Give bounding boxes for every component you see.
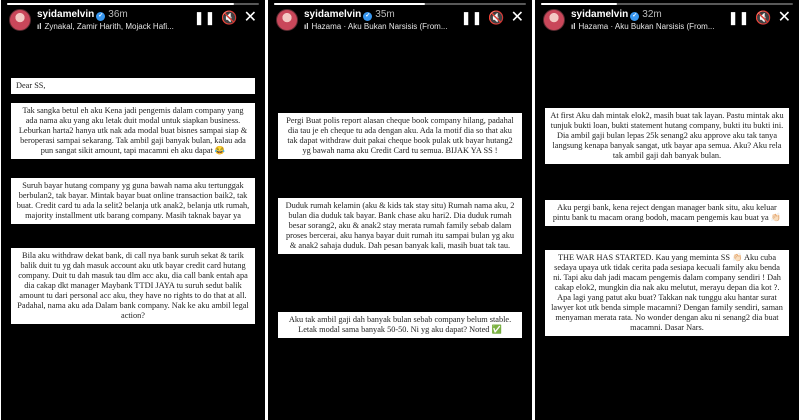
story-text-card: Aku tak ambil gaji dah banyak bulan sebab company belum stable. Letak modal sama banyak 50-50. Ni yg aku dapat? Noted ✅ <box>278 312 522 338</box>
story-text-card: Aku pergi bank, kena reject dengan manager bank situ, aku keluar pintu bank tu macam orang bodoh, macam pengemis kau buat ya 👏🏻 <box>545 200 789 226</box>
story-panel-3[interactable] <box>535 0 799 420</box>
pause-icon[interactable]: ❚❚ <box>727 10 750 25</box>
close-icon[interactable]: ✕ <box>243 9 257 26</box>
story-progress-bar <box>541 3 793 5</box>
story-header <box>543 9 791 35</box>
verified-badge-icon: ✓ <box>365 13 371 19</box>
story-text-card: Tak sangka betul eh aku Kena jadi pengemis dalam company yang ada nama aku yang aku letak duit modal untuk siapkan business. Leburkan harta2 hanya utk nak ada modal buat bisnes sampai siap & beroperasi sampai sekarang. Tak ambil gaji banyak bulan, kalau ada pun sangat sikit amount, tapi macamni eh aku dapat 😂 <box>11 103 255 159</box>
username[interactable] <box>37 9 128 21</box>
mute-icon[interactable]: 🔇 <box>221 10 238 25</box>
music-note-icon: ıl <box>304 22 309 31</box>
story-panel-1[interactable] <box>1 0 265 420</box>
story-progress-bar <box>7 3 259 5</box>
story-controls <box>455 11 524 29</box>
music-label: Hazama · Aku Bukan Narsisis (From... <box>578 22 715 31</box>
story-text-card: Pergi Buat polis report alasan cheque book company hilang, padahal dia tau je eh cheque tu ada dengan aku. Ada la motif dia so that aku tak dapat withdraw duit pakai cheque book pulak utk bayar hutang2 yg bawah nama aku Credit Card tu semua. BIJAK YA SS ! <box>278 113 522 159</box>
story-header <box>276 9 524 35</box>
pause-icon[interactable]: ❚❚ <box>460 10 483 25</box>
post-time: 36m <box>108 9 128 20</box>
pause-icon[interactable]: ❚❚ <box>193 10 216 25</box>
mute-icon[interactable]: 🔇 <box>488 10 505 25</box>
story-text-card: At first Aku dah mintak elok2, masih buat tak layan. Pastu mintak aku tunjuk bukti loan, bukti statement hutang company, bukti itu bukti ini. Dia ambil gaji bulan lepas 25k senang2 aku approve aku tak tanya langsung kenapa banyak sangat, utk bayar apa semua. Aku? Aku rela tak ambil gaji dah banyak bulan. <box>545 108 789 164</box>
story-text-card: Dear SS, <box>11 78 255 94</box>
story-progress-fill <box>541 3 617 5</box>
avatar[interactable] <box>543 9 565 31</box>
story-panel-2[interactable] <box>268 0 532 420</box>
avatar[interactable] <box>9 9 31 31</box>
story-text-card: Suruh bayar hutang company yg guna bawah nama aku tertunggak berbulan2, tak bayar. Mintak bayar buat online transaction baik2, tak buat. Credit card tu ada la selit2 belanja utk anak2, belanja utk rumah, majority installment utk barang company. Masih taknak bayar ya <box>11 178 255 224</box>
verified-badge-icon: ✓ <box>98 13 104 19</box>
story-controls <box>722 11 791 29</box>
username-text[interactable]: syidamelvin <box>571 9 629 20</box>
music-label: Zynakal, Zamir Harith, Mojack Hafi... <box>44 22 174 31</box>
music-note-icon: ıl <box>37 22 42 31</box>
post-time: 35m <box>375 9 395 20</box>
username-text[interactable]: syidamelvin <box>37 9 95 20</box>
story-text-card: Bila aku withdraw dekat bank, di call nya bank suruh sekat & tarik balik duit tu yg dah masuk account aku utk bayar credit card hutang company. Duit tu dah masuk tau dlm acc aku, dia call bank entah apa dia cakap dkt manager Maybank TTDI JAYA tu suruh sedut balik amount tu dari personal acc aku, they have no rights to do that at all. Padahal, nama aku ada Dalam bank company. Nak ke aku ambil legal action? <box>11 248 255 324</box>
mute-icon[interactable]: 🔇 <box>755 10 772 25</box>
username-text[interactable]: syidamelvin <box>304 9 362 20</box>
music-note-icon: ıl <box>571 22 576 31</box>
story-progress-fill <box>274 3 425 5</box>
story-progress-fill <box>7 3 234 5</box>
music-label: Hazama · Aku Bukan Narsisis (From... <box>311 22 448 31</box>
close-icon[interactable]: ✕ <box>510 9 524 26</box>
verified-badge-icon: ✓ <box>632 13 638 19</box>
username[interactable] <box>304 9 395 21</box>
story-text-card: THE WAR HAS STARTED. Kau yang meminta SS 👏🏻 Aku cuba sedaya upaya utk tidak cerita pada sesiapa kecuali family aku benda ni. Tapi aku dah jadi macam pengemis dalam company sendiri ! Dah cakap elok2, mungkin dia nak aku melutut, merayu depan dia kot ?. Apa lagi yang patut aku buat? Takkan nak tunggu aku hantar surat lawyer kot utk benda simple macamni? Dengan family sendiri, saman menyaman merata rata. No wonder dengan aku ni senang2 dia buat macamni. Dasar Nars. <box>545 250 789 336</box>
username[interactable] <box>571 9 662 21</box>
story-controls <box>188 11 257 29</box>
post-time: 32m <box>642 9 662 20</box>
close-icon[interactable]: ✕ <box>777 9 791 26</box>
story-progress-bar <box>274 3 526 5</box>
story-text-card: Duduk rumah kelamin (aku & kids tak stay situ) Rumah nama aku, 2 bulan dia duduk tak bayar. Bank chase aku hari2. Dia duduk rumah besar sorang2, aku & anak2 stay merata rumah family sebab dalam proses bercerai, aku hanya bayar duit rumah itu sampai bulan yg aku & anak2 sahaja duduk. Dah pesan banyak kali, masih buat tak tau. <box>278 198 522 254</box>
story-header <box>9 9 257 35</box>
avatar[interactable] <box>276 9 298 31</box>
